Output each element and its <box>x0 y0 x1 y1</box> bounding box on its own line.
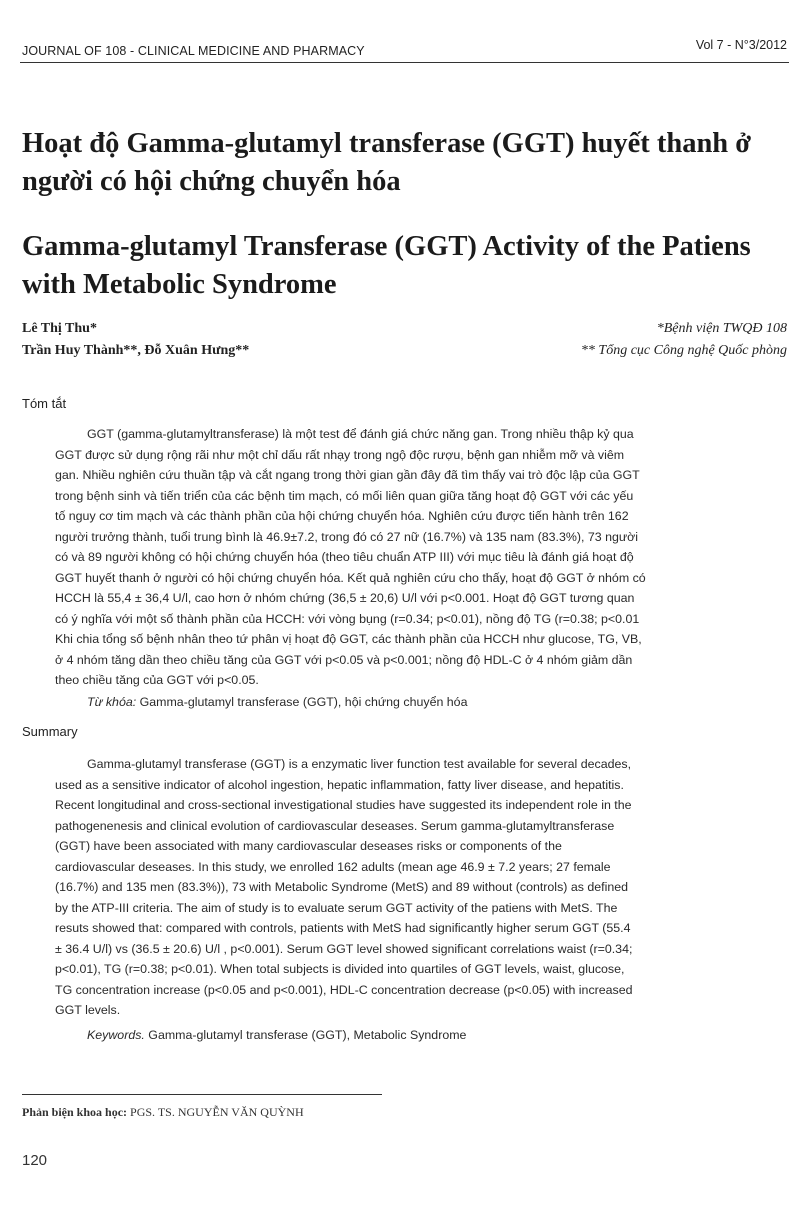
summary-line: (16.7%) and 135 men (83.3%)), 73 with Metabolic Syndrome (MetS) and 89 without (controls) as defined <box>55 880 629 894</box>
keywords-vi-text: Gamma-glutamyl transferase (GGT), hội chứng chuyển hóa <box>136 695 468 709</box>
abstract-line: GGT được sử dụng rộng rãi như một chỉ dấu rất nhạy trong ngộ độc rượu, bệnh gan nhiễm mỡ và viêm <box>55 447 625 462</box>
summary-line: cardiovascular deseases. In this study, we enrolled 162 adults (mean age 46.9 ± 7.2 years; 27 female <box>55 859 611 874</box>
title-vi-line-2: người có hội chứng chuyển hóa <box>22 166 401 197</box>
summary-line: (GGT) have been associated with many cardiovascular deseases risks or components of the <box>55 839 562 853</box>
abstract-vi-body <box>55 424 785 691</box>
reviewer-footnote <box>22 1105 304 1120</box>
title-en-line-1: Gamma-glutamyl Transferase (GGT) Activity of the Patiens <box>22 231 751 262</box>
page-number: 120 <box>22 1152 48 1169</box>
author-line: Lê Thị Thu* <box>22 321 97 336</box>
affiliation-line: *Bệnh viện TWQĐ 108 <box>656 321 787 336</box>
summary-line: resuts showed that: compared with controls, patients with MetS had significantly higher serum GGT (55.4 <box>55 921 631 935</box>
summary-line: used as a sensitive indicator of alcohol ingestion, hepatic inflammation, fatty liver disease, and hepatitis. <box>55 777 624 792</box>
abstract-line: có ý nghĩa với một số thành phần của HCCH: với vòng bụng (r=0.34; p<0.01), nồng độ TG (r=0.38; p<0.01 <box>55 611 640 626</box>
affiliation-line: ** Tổng cục Công nghệ Quốc phòng <box>580 343 787 358</box>
title-english <box>22 228 792 304</box>
abstract-line: GGT huyết thanh ở người có hội chứng chuyển hóa. Kết quả nghiên cứu cho thấy, hoạt độ GGT ở nhóm có <box>55 570 646 585</box>
footnote-text: PGS. TS. NGUYỄN VĂN QUỲNH <box>127 1105 304 1119</box>
abstract-line: HCCH là 55,4 ± 36,4 U/l, cao hơn ở nhóm chứng (36,5 ± 20,6) U/l với p<0.001. Hoạt độ GGT tương quan <box>55 591 635 605</box>
summary-line: Gamma-glutamyl transferase (GGT) is a enzymatic liver function test available for several decades, <box>87 757 632 771</box>
abstract-line: tố nguy cơ tim mạch và các thành phần của hội chứng chuyển hóa. Nghiên cứu được tiến hành trên 162 <box>55 509 629 523</box>
author-list <box>22 318 249 362</box>
header-rule <box>20 62 789 63</box>
abstract-line: ở 4 nhóm tăng dần theo chiều tăng của GGT với p<0.05 và p<0.001; nồng độ HDL-C ở 4 nhóm giảm dần <box>55 652 633 667</box>
summary-line: ± 36.4 U/l) vs (36.5 ± 20.6) U/l , p<0.001). Serum GGT level showed significant correlations waist (r=0.34; <box>55 941 633 956</box>
footnote-rule <box>22 1094 382 1095</box>
summary-line: TG concentration increase (p<0.05 and p<0.001), HDL-C concentration decrease (p<0.05) with increased <box>55 982 633 997</box>
summary-line: by the ATP-III criteria. The aim of study is to evaluate serum GGT activity of the patiens with MetS. The <box>55 900 618 915</box>
title-en-line-2: with Metabolic Syndrome <box>22 269 337 300</box>
keywords-en <box>87 1028 466 1042</box>
volume-issue: Vol 7 - N°3/2012 <box>695 38 787 52</box>
abstract-line: gan. Nhiều nghiên cứu thuần tập và cắt ngang trong thời gian gần đây đã tìm thấy vai trò độc lập của GGT <box>55 468 640 482</box>
abstract-en-heading: Summary <box>22 724 78 739</box>
abstract-vi-heading: Tóm tắt <box>22 396 67 411</box>
keywords-vi <box>87 695 467 709</box>
keywords-en-label: Keywords. <box>87 1028 145 1042</box>
summary-line: Recent longitudinal and cross-sectional investigational studies have suggested its independent role in the <box>55 798 632 812</box>
abstract-line: người trưởng thành, tuổi trung bình là 46.9±7.2, trong đó có 27 nữ (16.7%) và 135 nam (83.3%), 73 người <box>55 529 639 544</box>
title-vi-line-1: Hoạt độ Gamma-glutamyl transferase (GGT) huyết thanh ở <box>22 128 752 159</box>
keywords-vi-label: Từ khóa: <box>87 695 137 709</box>
abstract-line: Khi chia tổng số bệnh nhân theo tứ phân vị hoạt độ GGT, các thành phần của HCCH như glucose, TG, VB, <box>55 632 642 646</box>
abstract-line: GGT (gamma-glutamyltransferase) là một test để đánh giá chức năng gan. Trong nhiều thập kỷ qua <box>87 427 634 441</box>
summary-line: pathogenenesis and clinical evolution of cardiovascular deseases. Serum gamma-glutamyltransferase <box>55 818 615 833</box>
author-line: Trần Huy Thành**, Đỗ Xuân Hưng** <box>22 343 250 358</box>
footnote-label: Phản biện khoa học: <box>22 1105 128 1119</box>
affiliation-list <box>581 318 787 362</box>
abstract-line: theo chiều tăng của GGT với p<0.05. <box>55 673 259 687</box>
keywords-en-text: Gamma-glutamyl transferase (GGT), Metabolic Syndrome <box>144 1028 467 1042</box>
summary-line: p<0.01), TG (r=0.38; p<0.01). When total subjects is divided into quartiles of GGT levels, waist, glucose, <box>55 962 625 976</box>
title-vietnamese <box>22 125 792 201</box>
abstract-en-body <box>55 754 785 1021</box>
abstract-line: trong bệnh sinh và tiến triển của các bệnh tim mạch, có mối liên quan giữa tăng hoạt độ GGT với các yếu <box>55 488 634 503</box>
abstract-line: có và 89 người không có hội chứng chuyển hóa (theo tiêu chuẩn ATP III) với mục tiêu là đánh giá hoạt độ <box>55 550 634 564</box>
journal-running-head: JOURNAL OF 108 - CLINICAL MEDICINE AND PHARMACY <box>22 44 365 58</box>
summary-line: GGT levels. <box>55 1003 121 1017</box>
